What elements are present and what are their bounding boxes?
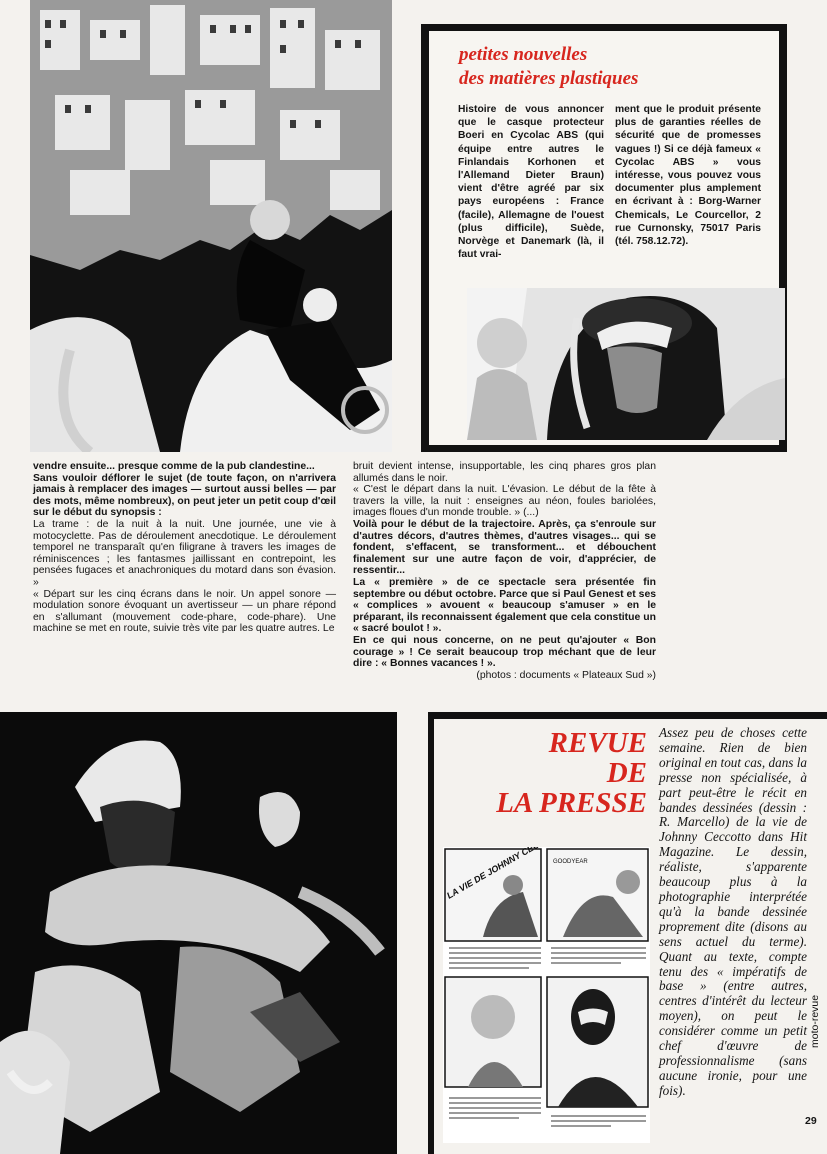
press-review-text: Assez peu de choses cette semaine. Rien de bien original en tout cas, dans la presse non spécialisée, à part peut-être le récit en bandes dessinées (dessin : R. Marcello) de la vie de Johnny Ceccotto dans Hit Magazine. Le dessin, réaliste, s'apparente beaucoup plus à la photographie interprétée qu'à la bande dessinée proprement dite (disons au sens actuel du terme). Quant au texte, compte tenu des « impératifs de base » (entre autres, centres d'intérêt du lecteur moyen), on peut le considérer comme un petit chef d'œuvre de professionnalisme (sans aucune ironie, pour une fois). [659, 725, 807, 1098]
photo-rider-closeup [0, 712, 397, 1154]
article-paragraph: Sans vouloir déflorer le sujet (de toute façon, on n'arrivera jamais à remplacer des images — surtout aussi belles — par des mots, même nombreux), on peut jeter un petit coup d'œil sur le début du synopsis : [33, 472, 336, 519]
article-paragraph: La trame : de la nuit à la nuit. Une journée, une vie à motocyclette. Pas de déroulement anecdotique. Le déroulement temporel ne transparaît qu'en filigrane à travers les images de réminiscences ; les fantasmes jaillissant en contrepoint, les pensées fugaces et anachroniques du motard dans son évasion. » [33, 518, 336, 588]
article-paragraph: « C'est le départ dans la nuit. L'évasion. Le début de la fête à travers la ville, la nuit : enseignes au néon, foules bariolées, images floues d'un monde trouble. » (...) [353, 484, 656, 519]
press-review-section [423, 712, 827, 1154]
photo-helmeted-racer [467, 288, 785, 440]
comic-strip-drawing [443, 847, 650, 1143]
magazine-name: moto-revue [809, 994, 821, 1048]
article-paragraph: Voilà pour le début de la trajectoire. Après, ça s'enroule sur d'autres décors, d'autres thèmes, d'autres visages... qui se fondent, s'effacent, se transforment... et débouchent finalement sur une autre façon de voir, d'apprécier, de ressentir... [353, 518, 656, 577]
photo-paris-motorcyclist [30, 0, 392, 452]
press-title-line-2: DE [606, 757, 647, 789]
box-title-line-2: des matières plastiques [459, 68, 639, 89]
article-paragraph: La « première » de ce spectacle sera présentée fin septembre ou début octobre. Parce que si Paul Genest et ses « complices » avouent « beaucoup s'amuser » en le préparant, ils reconnaissent également que cela constitue un « sacré boulot ! ». [353, 576, 656, 635]
article-paragraph: « Départ sur les cinq écrans dans le noir. Un appel sonore — modulation sonore évoquant un avertisseur — un phare répond en s'allumant (mouvement code-phare, code-phare). Une machine se met en route, suivie très vite par les quatre autres. Le [33, 588, 336, 635]
comic-caption: LA VIE DE JOHNNY [445, 850, 523, 901]
article-paragraph: En ce qui nous concerne, on ne peut qu'ajouter « Bon courage » ! Ce serait beaucoup trop méchant que de leur dire : « Bonnes vacances ! ». [353, 634, 656, 670]
page-number: 29 [805, 1115, 817, 1127]
box-title-line-1: petites nouvelles [459, 44, 588, 65]
box-text-column-2: ment que le produit présente plus de garanties réelles de sécurité que de promesses vagues !) Si ce déjà fameux « Cycolac ABS » vous intéresse, vous pouvez vous documenter plus amplement en écrivant à : Borg-Warner Chemicals, Le Courcellor, 2 rue Curnonsky, 75017 Paris (tél. 758.12.72). [615, 104, 761, 248]
plastics-news-panel [429, 31, 779, 445]
press-title-line-3: LA PRESSE [496, 787, 647, 819]
frame-bar [428, 712, 434, 1154]
photo-credit: (photos : documents « Plateaux Sud ») [476, 669, 656, 681]
article-column-left [33, 461, 336, 635]
press-title-line-1: REVUE [548, 727, 647, 759]
frame-bar [428, 712, 827, 719]
article-paragraph: vendre ensuite... presque comme de la pub clandestine... [33, 461, 315, 472]
comic-strip-image [443, 847, 650, 1143]
comic-sign: GOODYEAR [553, 859, 588, 865]
box-text-column-1: Histoire de vous annoncer que le casque protecteur Boeri en Cycolac ABS (qui équipe entre autres le Finlandais Korhonen et l'Allemand Dieter Braun) vient d'être agréé par six pays européens : France (facile), Allemagne de l'ouest (plus difficile), Suède, Norvège et Danemark (là, il faut vrai- [458, 104, 604, 261]
article-paragraph: bruit devient intense, insupportable, les cinq phares gros plan allumés dans le noir. [353, 461, 656, 484]
article-column-right [353, 461, 656, 681]
plastics-news-box [421, 24, 787, 452]
